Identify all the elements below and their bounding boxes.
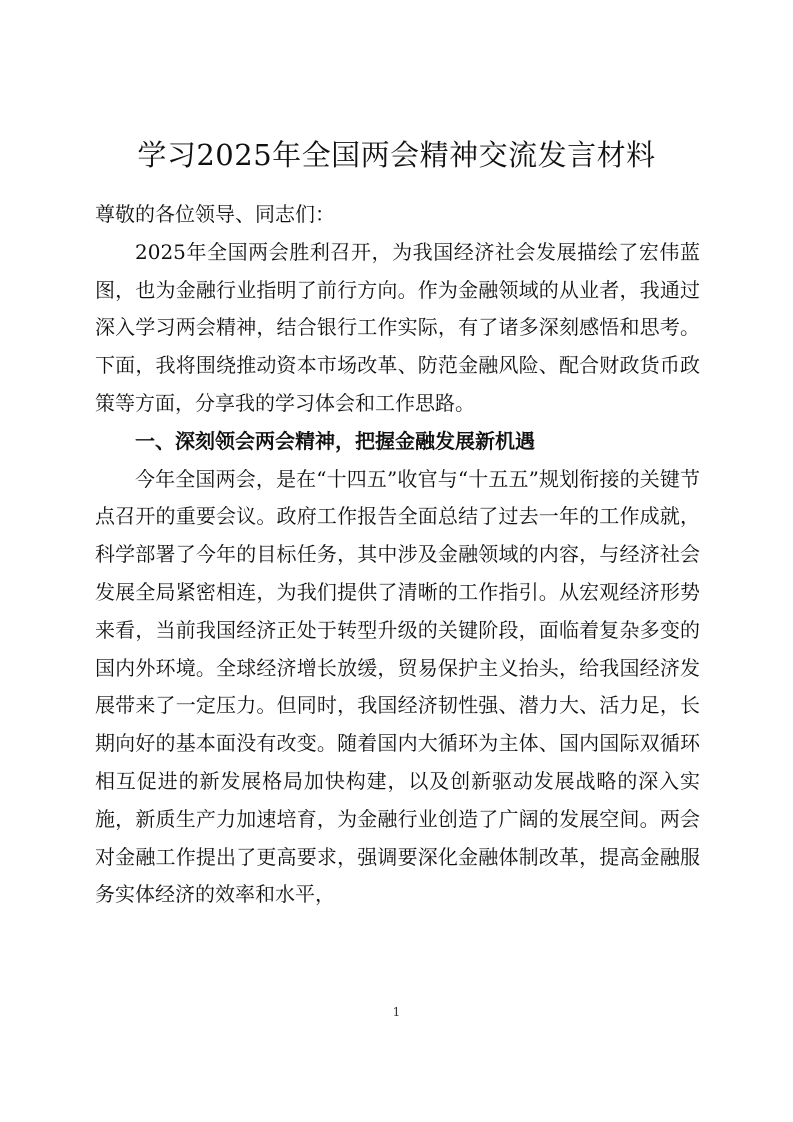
salutation: 尊敬的各位领导、同志们： bbox=[95, 202, 335, 226]
section-heading: 一、深刻领会两会精神，把握金融发展新机遇 bbox=[135, 428, 535, 453]
document-title: 学习2025年全国两会精神交流发言材料 bbox=[137, 138, 656, 173]
paragraph-intro: 2025年全国两会胜利召开，为我国经济社会发展描绘了宏伟蓝图，也为金融行业指明了前行方向。作为金融领域的从业者，我通过深入学习两会精神，结合银行工作实际，有了诸多深刻感悟和思考。下面，我将围绕推动资本市场改革、防范金融风险、配合财政货币政策等方面，分享我的学习体会和工作思路。 bbox=[95, 239, 700, 415]
document-body bbox=[95, 196, 700, 914]
paragraph-body: 今年全国两会，是在“十四五”收官与“十五五”规划衔接的关键节点召开的重要会议。政府工作报告全面总结了过去一年的工作成就，科学部署了今年的目标任务，其中涉及金融领域的内容，与经济社会发展全局紧密相连，为我们提供了清晰的工作指引。从宏观经济形势来看，当前我国经济正处于转型升级的关键阶段，面临着复杂多变的国内外环境。全球经济增长放缓，贸易保护主义抬头，给我国经济发展带来了一定压力。但同时，我国经济韧性强、潜力大、活力足，长期向好的基本面没有改变。随着国内大循环为主体、国内国际双循环相互促进的新发展格局加快构建，以及创新驱动发展战略的深入实施，新质生产力加速培育，为金融行业创造了广阔的发展空间。两会对金融工作提出了更高要求，强调要深化金融体制改革，提高金融服务实体经济的效率和水平， bbox=[95, 466, 700, 907]
page-number: 1 bbox=[392, 1005, 401, 1019]
